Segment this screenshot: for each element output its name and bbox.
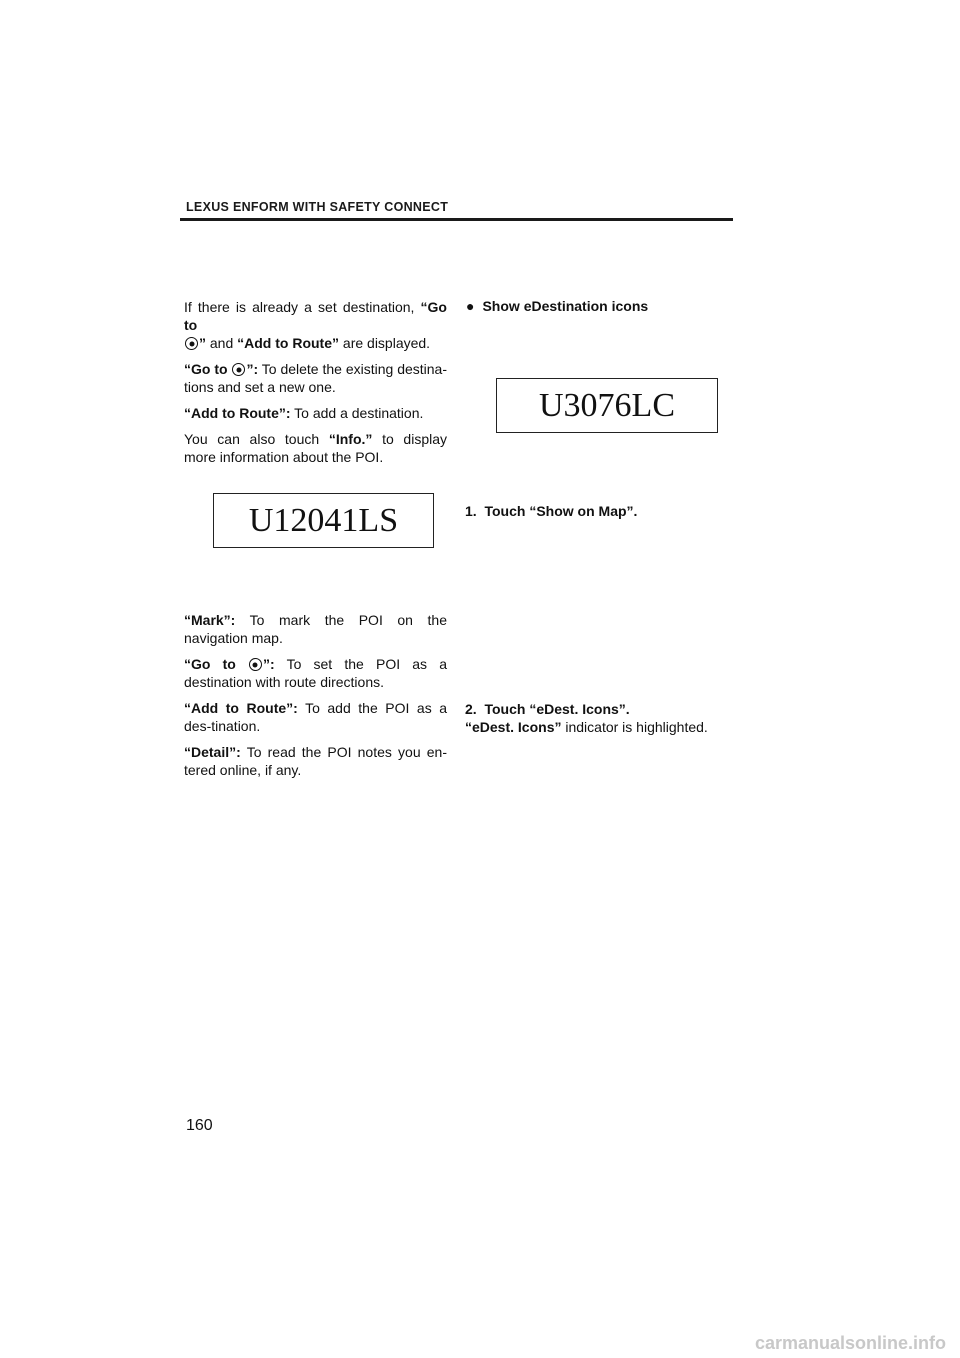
destination-target-icon — [232, 363, 245, 376]
paragraph-go-to-set: “Go to ”: To set the POI as a destination with route directions. — [184, 656, 447, 690]
watermark: carmanualsonline.info — [754, 1333, 946, 1353]
destination-target-icon — [185, 337, 198, 350]
left-column-upper — [184, 298, 447, 474]
bullet-icon: ● — [466, 298, 475, 314]
destination-target-icon — [249, 658, 262, 671]
header-rule — [180, 218, 733, 221]
paragraph-detail: “Detail”: To read the POI notes you en-tered online, if any. — [184, 744, 447, 778]
figure-placeholder-left: U12041LS — [213, 493, 434, 548]
step-2-label: 2. Touch “eDest. Icons”. — [465, 701, 630, 717]
paragraph-add-to-route: “Add to Route”: To add a destination. — [184, 405, 424, 421]
step-2-note: “eDest. Icons” indicator is highlighted. — [465, 719, 708, 735]
section-heading-edestination: ● Show eDestination icons — [466, 298, 649, 314]
figure-placeholder-right: U3076LC — [496, 378, 718, 433]
paragraph-info: You can also touch “Info.” to display more information about the POI. — [184, 431, 447, 465]
paragraph-go-to-delete: “Go to ”: To delete the existing destina-tions and set a new one. — [184, 361, 447, 395]
step-2 — [465, 700, 708, 736]
paragraph-mark: “Mark”: To mark the POI on the navigation map. — [184, 612, 447, 646]
step-1: 1. Touch “Show on Map”. — [465, 503, 638, 519]
page-number: 160 — [186, 1117, 213, 1134]
left-column-lower — [184, 611, 447, 787]
paragraph-existing-destination: If there is already a set destination, “Go to ” and “Add to Route” are displayed. — [184, 299, 447, 351]
paragraph-add-to-route-poi: “Add to Route”: To add the POI as a des-tination. — [184, 700, 448, 734]
section-header: LEXUS ENFORM WITH SAFETY CONNECT — [186, 200, 449, 214]
